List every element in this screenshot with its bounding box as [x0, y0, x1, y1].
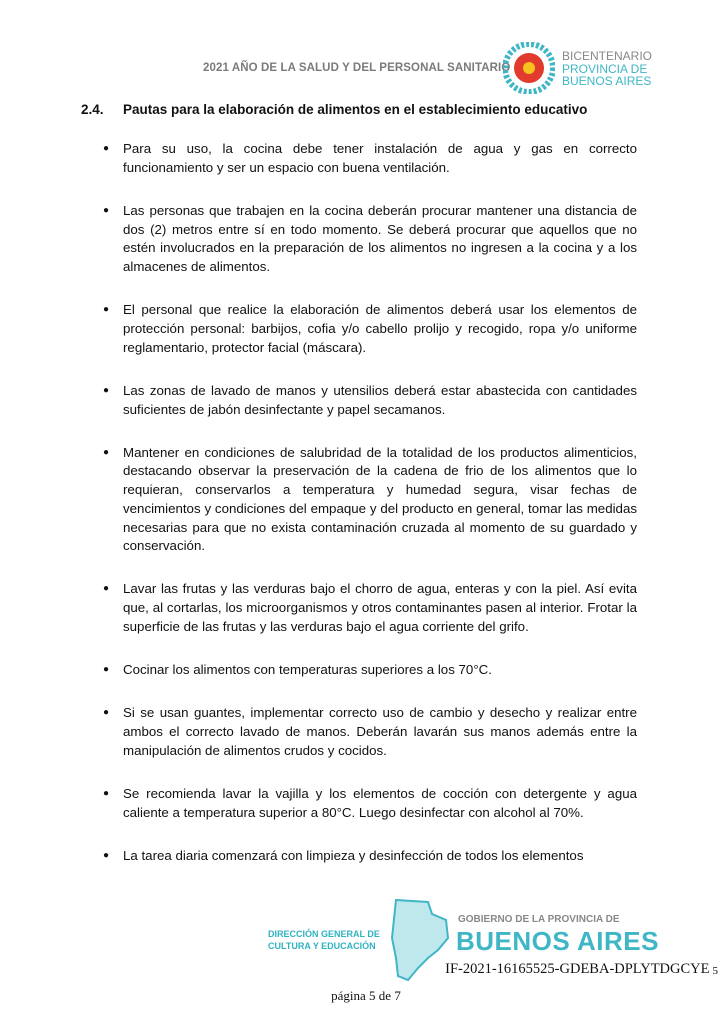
header-motto: 2021 AÑO DE LA SALUD Y DEL PERSONAL SANITARIO	[203, 62, 511, 74]
province-map-logo	[388, 898, 450, 983]
bullet-item	[81, 444, 637, 556]
logo-line: BICENTENARIO	[562, 49, 653, 63]
bullet-text: La tarea diaria comenzará con limpieza y desinfección de todos los elementos	[123, 847, 584, 863]
bullet-item	[81, 580, 637, 636]
bullet-text: Mantener en condiciones de salubridad de la totalidad de los productos alimenticios, destacando observar la preservación de la cadena de frio de los alimentos que lo requieran, conservarlos a temperatura y humedad segura, visar fechas de vencimientos y condiciones del empaque y del producto en general, tomar las medidas necesarias para que no exista contaminación cruzada al momento de su guardado y conservación.	[123, 444, 637, 554]
document-id: IF-2021-16165525-GDEBA-DPLYTDGCYE	[445, 961, 710, 977]
bullet-item	[81, 202, 637, 277]
bullet-item	[81, 847, 637, 866]
bullet-icon: ●	[103, 664, 110, 676]
bullet-icon: ●	[103, 583, 110, 595]
bullet-text: El personal que realice la elaboración de alimentos deberá usar los elementos de protección personal: barbijos, cofia y/o cabello prolijo y recogido, ropa y/o uniforme reglamentario, protector facial (máscara).	[123, 302, 637, 355]
dgce-line: CULTURA Y EDUCACIÓN	[268, 941, 376, 951]
bullet-item	[81, 140, 637, 177]
bicentenario-sun-logo	[503, 42, 555, 94]
bullet-item	[81, 382, 637, 419]
document-id-row	[445, 961, 718, 978]
bullet-item	[81, 704, 637, 760]
bullet-text: Se recomienda lavar la vajilla y los elementos de cocción con detergente y agua caliente a temperatura superior a 80°C. Luego desinfectar con alcohol al 70%.	[123, 785, 637, 820]
buenos-aires-logo-text: BUENOS AIRES	[456, 926, 659, 956]
logo-line: BUENOS AIRES	[562, 74, 652, 88]
bullet-text: Cocinar los alimentos con temperaturas superiores a los 70°C.	[123, 662, 492, 678]
document-page-number: 5	[712, 965, 718, 977]
section-heading	[81, 102, 587, 117]
dgce-logo-text	[268, 928, 380, 952]
bullet-text: Si se usan guantes, implementar correcto uso de cambio y desecho y realizar entre ambos el correcto lavado de manos. Deberán lavarán sus manos además entre la manipulación de alimentos crudos y cocidos.	[123, 705, 637, 758]
bullet-item	[81, 661, 637, 680]
bullet-item	[81, 301, 637, 357]
bullet-item	[81, 785, 637, 822]
bullet-text: Las zonas de lavado de manos y utensilios deberá estar abastecida con cantidades suficientes de jabón desinfectante y papel secamanos.	[123, 382, 637, 417]
bullet-icon: ●	[103, 849, 110, 861]
bullet-icon: ●	[103, 707, 110, 719]
bullet-icon: ●	[103, 204, 110, 216]
bicentenario-logo-text	[562, 50, 652, 88]
bullet-icon: ●	[103, 143, 110, 154]
bullet-list	[81, 140, 637, 890]
bullet-text: Para su uso, la cocina debe tener instalación de agua y gas en correcto funcionamiento y ser un espacio con buena ventilación.	[123, 141, 637, 175]
gobierno-logo-text: GOBIERNO DE LA PROVINCIA DE	[458, 914, 620, 925]
bullet-icon: ●	[103, 446, 110, 458]
pagination: página 5 de 7	[331, 988, 401, 1003]
section-number: 2.4.	[81, 102, 104, 117]
dgce-line: DIRECCIÓN GENERAL DE	[268, 929, 380, 939]
bullet-icon: ●	[103, 384, 110, 396]
section-title: Pautas para la elaboración de alimentos en el establecimiento educativo	[123, 102, 588, 117]
bullet-icon: ●	[103, 304, 110, 316]
logo-line: PROVINCIA DE	[562, 61, 648, 76]
bullet-text: Las personas que trabajen en la cocina deberán procurar mantener una distancia de dos (2) metros entre sí en todo momento. Se deberá procurar que aquellos que no estén involucrados en la preparación de los alimentos no ingresen a la cocina y a los almacenes de alimentos.	[123, 202, 637, 275]
bullet-text: Lavar las frutas y las verduras bajo el chorro de agua, enteras y con la piel. Así evita que, al cortarlas, los microorganismos y otros contaminantes pasen al interior. Frotar la superficie de las frutas y las verduras bajo el agua corriente del grifo.	[123, 581, 637, 634]
bullet-icon: ●	[103, 787, 110, 799]
